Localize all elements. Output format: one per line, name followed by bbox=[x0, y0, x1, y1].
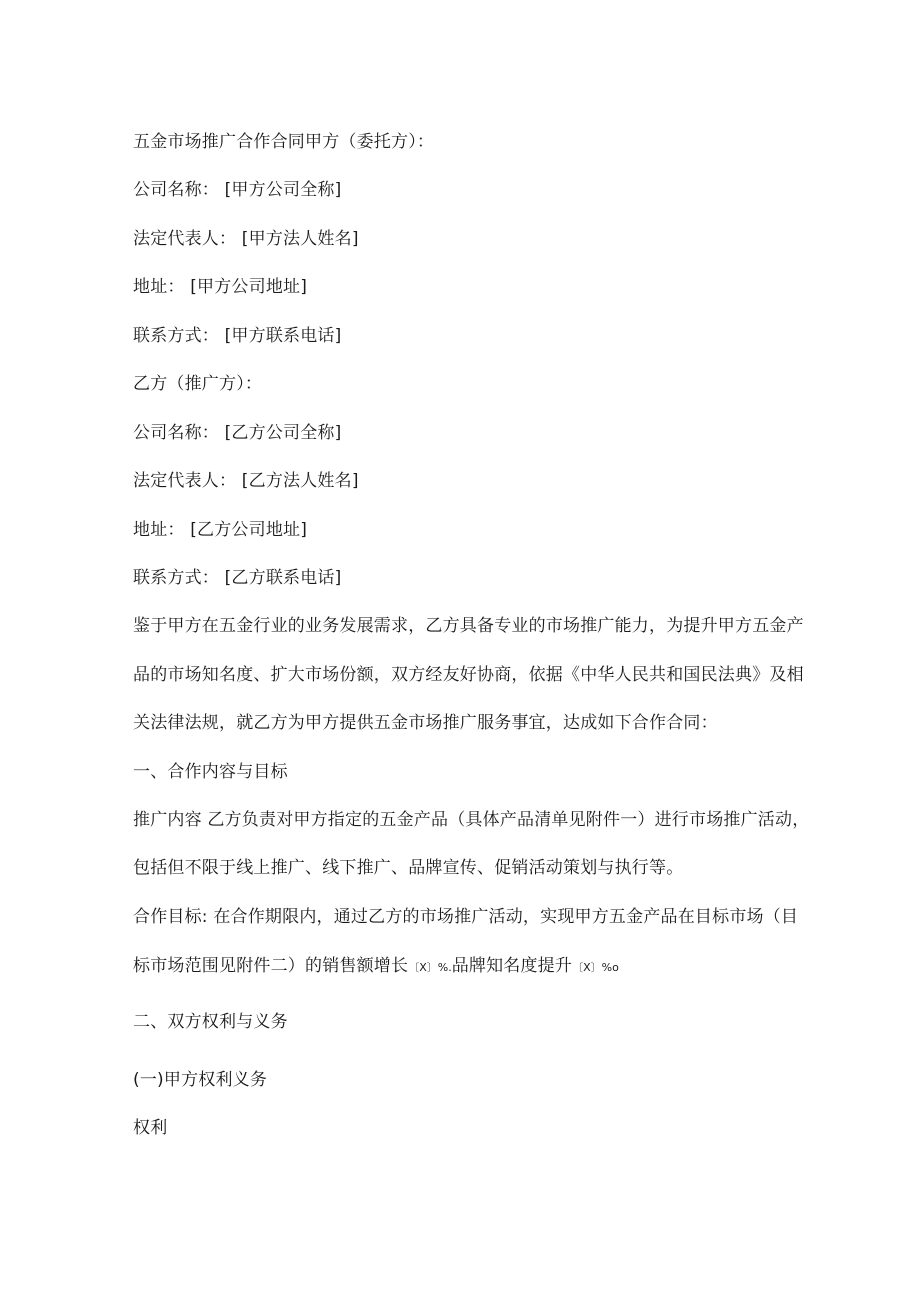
goal-line bbox=[133, 955, 619, 979]
percent-placeholder: 〔X〕%. bbox=[408, 961, 452, 974]
party-b-representative: 法定代表人： [乙方法人姓名] bbox=[133, 471, 359, 491]
percent-placeholder: 〔X〕%o bbox=[572, 961, 619, 974]
party-b-heading: 乙方（推广方）： bbox=[133, 374, 263, 394]
section-2-heading: 二、双方权利与义务 bbox=[133, 1012, 288, 1032]
party-b-company-name: 公司名称： [乙方公司全称] bbox=[133, 423, 342, 443]
party-a-representative: 法定代表人： [甲方法人姓名] bbox=[133, 229, 359, 249]
content-line: 包括但不限于线上推广、线下推广、品牌宣传、促销活动策划与执行等。 bbox=[133, 858, 684, 878]
party-a-address: 地址： [甲方公司地址] bbox=[133, 277, 308, 297]
section-1-heading: 一、合作内容与目标 bbox=[133, 762, 288, 782]
party-b-address: 地址： [乙方公司地址] bbox=[133, 520, 308, 540]
goal-text: 品牌知名度提升 bbox=[451, 956, 573, 976]
contract-title: 五金市场推广合作合同甲方（委托方）： bbox=[133, 132, 435, 152]
rights-heading: 权利 bbox=[133, 1118, 168, 1138]
content-line: 推广内容 乙方负责对甲方指定的五金产品（具体产品清单见附件一）进行市场推广活动， bbox=[133, 810, 810, 830]
preamble-line: 关法律法规，就乙方为甲方提供五金市场推广服务事宜，达成如下合作合同： bbox=[133, 713, 718, 733]
preamble-line: 品的市场知名度、扩大市场份额，双方经友好协商，依据《中华人民共和国民法典》及相 bbox=[133, 665, 804, 685]
goal-line: 合作目标: 在合作期限内，通过乙方的市场推广活动，实现甲方五金产品在目标市场（目 bbox=[133, 907, 799, 927]
goal-text: 标市场范围见附件二）的销售额增长 bbox=[133, 956, 409, 976]
subsection-heading: (一)甲方权利义务 bbox=[133, 1070, 268, 1090]
preamble-line: 鉴于甲方在五金行业的业务发展需求，乙方具备专业的市场推广能力，为提升甲方五金产 bbox=[133, 616, 804, 636]
party-a-company-name: 公司名称： [甲方公司全称] bbox=[133, 180, 342, 200]
party-a-contact: 联系方式： [甲方联系电话] bbox=[133, 326, 342, 346]
party-b-contact: 联系方式： [乙方联系电话] bbox=[133, 568, 342, 588]
